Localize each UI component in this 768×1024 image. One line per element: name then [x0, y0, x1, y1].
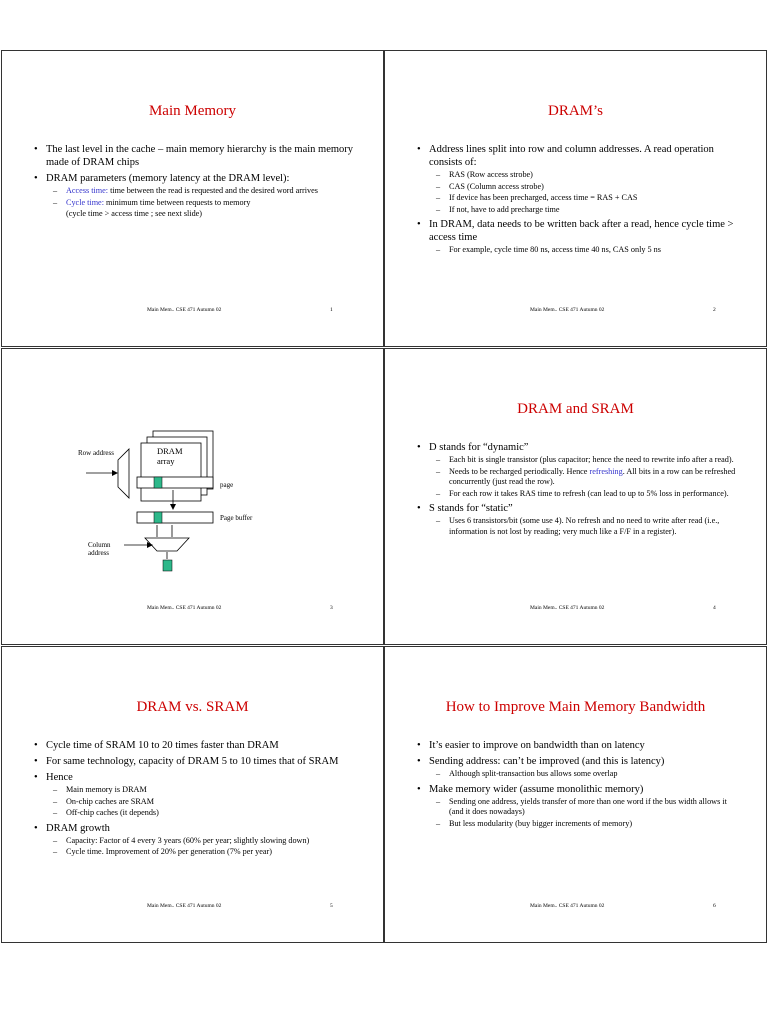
page-number: 5	[330, 903, 333, 909]
sub-bullet: – CAS (Column access strobe)	[429, 182, 738, 193]
row-decoder	[118, 449, 129, 498]
slide-improve-bandwidth	[384, 646, 767, 943]
footer-label: Main Mem.. CSE 471 Autumn 02	[147, 605, 222, 611]
slide-body	[32, 739, 355, 861]
page-row	[137, 477, 213, 488]
sub-bullet: – Main memory is DRAM	[46, 785, 355, 796]
sub-bullet: – But less modularity (buy bigger increments of memory)	[429, 819, 738, 830]
page-number: 6	[713, 903, 716, 909]
slide-title: DRAM’s	[547, 103, 603, 119]
sub-bullet	[46, 198, 355, 209]
page-number: 3	[330, 605, 333, 611]
slide-body	[32, 143, 355, 223]
slide-title: Main Memory	[148, 103, 237, 119]
dram-array-label: DRAM array	[157, 446, 183, 466]
sub-bullet	[46, 186, 355, 197]
arrow-head	[170, 504, 176, 510]
slide-title: How to Improve Main Memory Bandwidth	[445, 699, 706, 715]
sub-bullet: – For example, cycle time 80 ns, access time 40 ns, CAS only 5 ns	[429, 245, 738, 256]
bullet	[415, 218, 738, 256]
page-buffer	[137, 512, 213, 523]
bullet-text: In DRAM, data needs to be written back after a read, hence cycle time > access time	[429, 219, 734, 243]
bullet	[32, 172, 355, 220]
footer-label: Main Mem.. CSE 471 Autumn 02	[530, 307, 605, 313]
bullet	[32, 822, 355, 858]
sub-bullet: – Although split-transaction bus allows some overlap	[429, 769, 738, 780]
sub-bullet: – Each bit is single transistor (plus capacitor; hence the need to rewrite info after a read).	[429, 455, 738, 466]
slide-drams	[384, 50, 767, 347]
footer-label: Main Mem.. CSE 471 Autumn 02	[147, 307, 222, 313]
sub-bullet: – Sending one address, yields transfer of more than one word if the bus width allows it (and it does nowadays)	[429, 797, 738, 818]
bullet-text: Make memory wider (assume monolithic memory)	[429, 783, 644, 795]
bullet-text: The last level in the cache – main memory hierarchy is the main memory made of DRAM chips	[46, 144, 354, 168]
row-address-label: Row address	[78, 449, 114, 457]
buffer-bit	[154, 512, 162, 523]
slide-body	[415, 739, 738, 832]
slide-dram-vs-sram	[1, 646, 384, 943]
page-number: 2	[713, 307, 716, 313]
bullet	[415, 441, 738, 499]
bullet: • For same technology, capacity of DRAM 5 to 10 times that of SRAM	[32, 755, 355, 768]
bullet-text: Sending address: can’t be improved (and this is latency)	[429, 756, 665, 767]
sub-bullet: – For each row it takes RAS time to refresh (can lead to up to 5% loss in performance).	[429, 489, 738, 500]
sub-bullet: – Uses 6 transistors/bit (some use 4). No refresh and no need to write after read (i.e., information is not lost by reading; very much like a F/F in a register).	[429, 516, 738, 537]
term-refreshing: refreshing	[589, 466, 623, 476]
bullet	[415, 755, 738, 780]
bullet	[415, 502, 738, 537]
page-label: page	[220, 481, 234, 489]
slide-body	[415, 143, 738, 259]
slide-title: DRAM and SRAM	[517, 401, 634, 417]
slide-body	[415, 441, 738, 540]
footer-label: Main Mem.. CSE 471 Autumn 02	[530, 903, 605, 909]
continuation-line: (cycle time > access time ; see next slide)	[66, 209, 203, 218]
column-address-label: Column address	[88, 541, 111, 557]
output-bit	[163, 560, 172, 571]
sub-bullet-text: Needs to be recharged periodically. Hence	[449, 466, 590, 476]
sub-bullet-text: minimum time between requests to memory	[103, 197, 251, 207]
dram-diagram	[2, 349, 385, 589]
footer-label: Main Mem.. CSE 471 Autumn 02	[147, 903, 222, 909]
bullet-text: DRAM growth	[46, 822, 110, 834]
sub-bullet: – If device has been precharged, access time = RAS + CAS	[429, 193, 738, 204]
page-buffer-label: Page buffer	[220, 514, 253, 522]
term-cycle-time: Cycle time:	[66, 197, 104, 207]
bullet: • It’s easier to improve on bandwidth than on latency	[415, 739, 738, 752]
slide-dram-diagram	[1, 348, 384, 645]
bullet: • Cycle time of SRAM 10 to 20 times faster than DRAM	[32, 739, 355, 752]
bullet-text: S stands for “static”	[429, 503, 513, 514]
sub-bullet: – Capacity: Factor of 4 every 3 years (60% per year; slightly slowing down)	[46, 836, 355, 847]
bullet-text: DRAM parameters (memory latency at the DRAM level):	[46, 173, 290, 184]
footer-label: Main Mem.. CSE 471 Autumn 02	[530, 605, 605, 611]
sub-bullet-text: . All bits in a row can be refreshed concurrently (just read the row).	[449, 466, 736, 486]
slide-dram-and-sram	[384, 348, 767, 645]
slide-main-memory	[1, 50, 384, 347]
bullet-text: D stands for “dynamic”	[429, 442, 529, 453]
bullet	[415, 783, 738, 830]
arrow-head	[112, 470, 118, 476]
sub-bullet: – If not, have to add precharge time	[429, 205, 738, 216]
sub-bullet: – On-chip caches are SRAM	[46, 797, 355, 808]
bullet	[415, 143, 738, 215]
page-number: 1	[330, 307, 333, 313]
bullet-text: Hence	[46, 772, 73, 783]
slide-grid	[1, 50, 767, 943]
sub-bullet: – Off-chip caches (it depends)	[46, 808, 355, 819]
page-number: 4	[713, 605, 716, 611]
term-access-time: Access time:	[66, 186, 109, 195]
bullet	[32, 143, 355, 169]
sub-bullet-text: time between the read is requested and the desired word arrives	[108, 186, 318, 195]
bullet-text: Address lines split into row and column addresses. A read operation consists of:	[429, 144, 714, 168]
selected-bit	[154, 477, 162, 488]
slide-title: DRAM vs. SRAM	[136, 699, 249, 715]
sub-bullet: – Cycle time. Improvement of 20% per generation (7% per year)	[46, 847, 355, 858]
sub-bullet	[429, 467, 738, 488]
sub-bullet: – RAS (Row access strobe)	[429, 170, 738, 181]
bullet	[32, 771, 355, 819]
